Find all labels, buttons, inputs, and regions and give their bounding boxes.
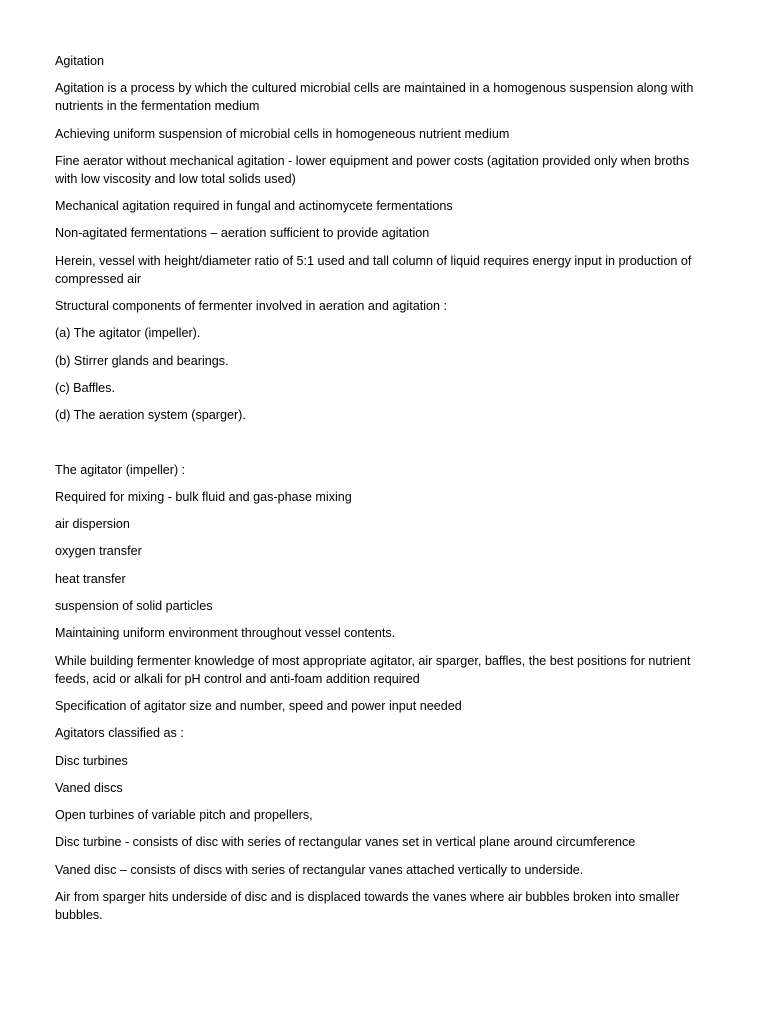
document-page	[55, 52, 715, 933]
list-item-air-dispersion: air dispersion	[55, 517, 130, 532]
list-item-aeration-system: (d) The aeration system (sparger).	[55, 408, 246, 423]
paragraph-vessel-ratio: Herein, vessel with height/diameter ratio of 5:1 used and tall column of liquid requires energy input in production of compressed air	[55, 253, 692, 286]
section-agitator-impeller	[55, 461, 715, 924]
list-item-vaned-discs: Vaned discs	[55, 780, 123, 795]
paragraph-uniform-environment: Maintaining uniform environment throughout vessel contents.	[55, 626, 396, 641]
paragraph-mechanical-agitation: Mechanical agitation required in fungal and actinomycete fermentations	[55, 199, 453, 214]
paragraph-agitators-classified: Agitators classified as :	[55, 726, 184, 741]
list-item-solid-suspension: suspension of solid particles	[55, 599, 213, 614]
list-item-stirrer-glands: (b) Stirrer glands and bearings.	[55, 353, 229, 368]
heading-agitator-impeller: The agitator (impeller) :	[55, 462, 186, 477]
paragraph-uniform-suspension: Achieving uniform suspension of microbial cells in homogeneous nutrient medium	[55, 126, 510, 141]
list-item-oxygen-transfer: oxygen transfer	[55, 544, 142, 559]
list-item-baffles: (c) Baffles.	[55, 380, 115, 395]
list-item-open-turbines: Open turbines of variable pitch and propellers,	[55, 808, 313, 823]
paragraph-building-fermenter: While building fermenter knowledge of most appropriate agitator, air sparger, baffles, the best positions for nutrient feeds, acid or alkali for pH control and anti-foam addition required	[55, 653, 691, 686]
paragraph-vaned-disc: Vaned disc – consists of discs with series of rectangular vanes attached vertically to underside.	[55, 862, 584, 877]
paragraph-structural-components: Structural components of fermenter involved in aeration and agitation :	[55, 299, 448, 314]
list-item-agitator: (a) The agitator (impeller).	[55, 326, 201, 341]
paragraph-specification: Specification of agitator size and number, speed and power input needed	[55, 698, 462, 713]
paragraph-agitation-definition: Agitation is a process by which the cultured microbial cells are maintained in a homogenous suspension along with nutrients in the fermentation medium	[55, 81, 694, 114]
heading-agitation: Agitation	[55, 54, 105, 68]
paragraph-air-from-sparger: Air from sparger hits underside of disc and is displaced towards the vanes where air bubbles broken into smaller bubbles.	[55, 890, 680, 923]
section-agitation	[55, 52, 715, 424]
list-item-disc-turbines: Disc turbines	[55, 753, 128, 768]
paragraph-non-agitated: Non-agitated fermentations – aeration sufficient to provide agitation	[55, 226, 430, 241]
paragraph-disc-turbine: Disc turbine - consists of disc with series of rectangular vanes set in vertical plane around circumference	[55, 835, 636, 850]
list-item-heat-transfer: heat transfer	[55, 571, 126, 586]
section-spacer	[55, 434, 715, 461]
paragraph-mixing: Required for mixing - bulk fluid and gas-phase mixing	[55, 489, 352, 504]
paragraph-fine-aerator: Fine aerator without mechanical agitation - lower equipment and power costs (agitation provided only when broths with low viscosity and low total solids used)	[55, 153, 690, 186]
